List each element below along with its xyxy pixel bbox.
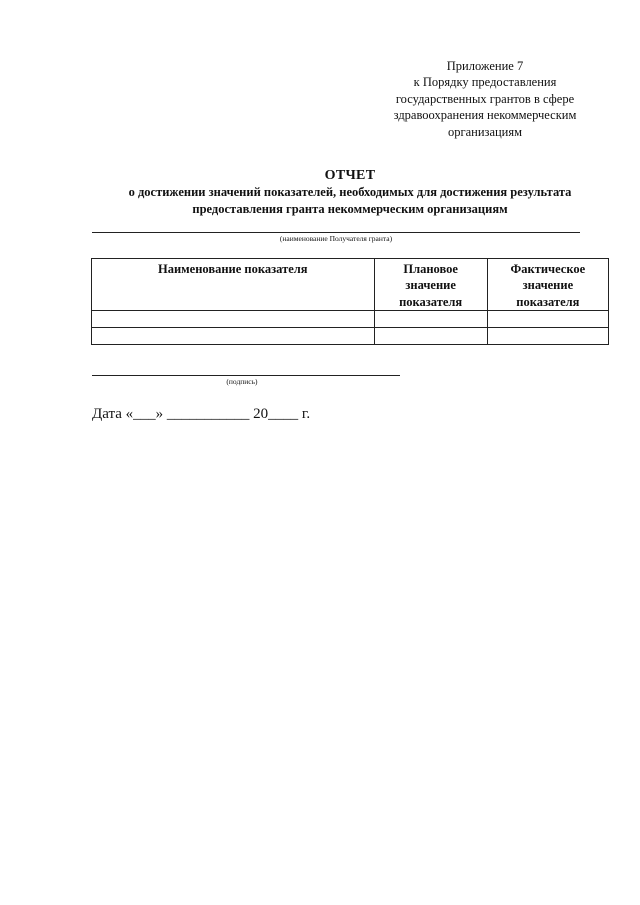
date-line: Дата «___» ___________ 20____ г. bbox=[92, 406, 311, 422]
header-actual-line: показателя bbox=[516, 294, 580, 309]
appendix-line: организациям bbox=[447, 124, 523, 139]
recipient-name-line bbox=[92, 232, 580, 233]
report-subtitle-line: о достижении значений показателей, необходимых для достижения результата bbox=[128, 185, 572, 199]
table-cell[interactable] bbox=[92, 311, 375, 328]
header-indicator-name-text: Наименование показателя bbox=[157, 262, 308, 276]
report-subtitle-line: предоставления гранта некоммерческим организациям bbox=[192, 201, 508, 216]
table-header-row bbox=[92, 259, 609, 311]
table-cell[interactable] bbox=[487, 328, 608, 345]
header-actual-value bbox=[487, 259, 608, 311]
appendix-line: к Порядку предоставления bbox=[413, 75, 557, 90]
report-heading bbox=[60, 167, 640, 217]
header-planned-line: показателя bbox=[399, 294, 463, 309]
report-subtitle bbox=[60, 184, 640, 217]
report-title: ОТЧЕТ bbox=[324, 168, 376, 183]
table-cell[interactable] bbox=[487, 311, 608, 328]
appendix-line: Приложение 7 bbox=[446, 59, 524, 73]
appendix-line: здравоохранения некоммерческим bbox=[393, 108, 577, 123]
appendix-line: государственных грантов в сфере bbox=[395, 91, 575, 106]
header-planned-line: Плановое bbox=[403, 262, 458, 276]
header-actual-line: Фактическое bbox=[510, 262, 586, 276]
table-row bbox=[92, 328, 609, 345]
table-cell[interactable] bbox=[374, 328, 487, 345]
header-indicator-name bbox=[92, 259, 375, 311]
header-planned-value bbox=[374, 259, 487, 311]
table-cell[interactable] bbox=[374, 311, 487, 328]
header-planned-line: значение bbox=[405, 278, 456, 293]
header-actual-line: значение bbox=[522, 278, 574, 293]
table-cell[interactable] bbox=[92, 328, 375, 345]
indicators-table bbox=[91, 258, 609, 345]
table-row bbox=[92, 311, 609, 328]
recipient-caption: (наименование Получателя гранта) bbox=[279, 234, 393, 243]
signature-line bbox=[92, 375, 400, 376]
signature-caption: (подпись) bbox=[226, 377, 258, 386]
appendix-note bbox=[370, 58, 600, 140]
